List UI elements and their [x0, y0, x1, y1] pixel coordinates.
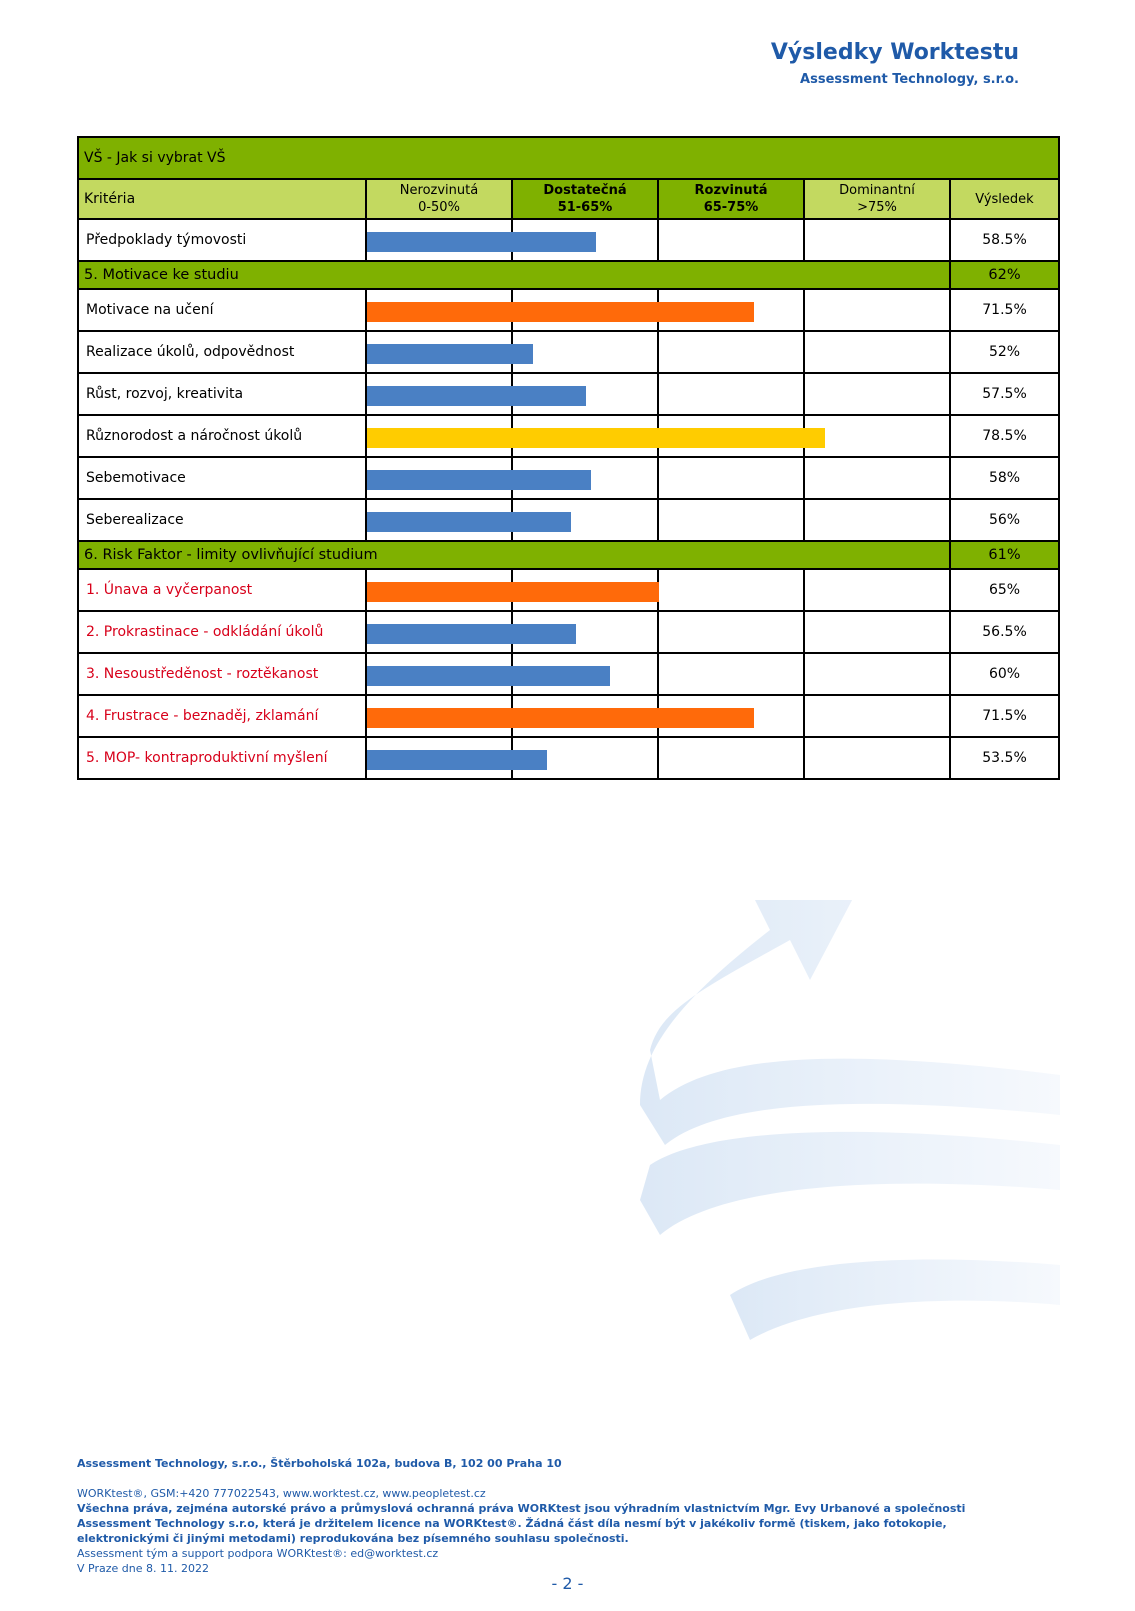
bar-cell: [366, 611, 950, 653]
bar-cell: [366, 737, 950, 779]
criterion-label: 4. Frustrace - beznaděj, zklamání: [78, 695, 366, 737]
result-value: 78.5%: [950, 415, 1059, 457]
bar-cell: [366, 457, 950, 499]
section-label: 6. Risk Faktor - limity ovlivňující studium: [78, 541, 950, 569]
page-number: - 2 -: [551, 1574, 584, 1593]
table-row: [78, 737, 1059, 779]
logo-watermark-icon: [640, 900, 1080, 1360]
results-table: [77, 136, 1060, 780]
table-row: [78, 373, 1059, 415]
bar-cell: [366, 499, 950, 541]
score-bar: [367, 232, 596, 252]
criteria-header: Kritéria: [78, 179, 366, 219]
column-header-dominant: Dominantní >75%: [804, 179, 950, 219]
result-value: 71.5%: [950, 289, 1059, 331]
table-row: [78, 653, 1059, 695]
result-value: 65%: [950, 569, 1059, 611]
bar-cell: [366, 219, 950, 261]
table-title: VŠ - Jak si vybrat VŠ: [78, 137, 1059, 179]
section-result: 61%: [950, 541, 1059, 569]
criterion-label: Růst, rozvoj, kreativita: [78, 373, 366, 415]
column-header-sufficient: Dostatečná 51-65%: [512, 179, 658, 219]
criterion-label: 5. MOP- kontraproduktivní myšlení: [78, 737, 366, 779]
criterion-label: 2. Prokrastinace - odkládání úkolů: [78, 611, 366, 653]
column-header-undeveloped: Nerozvinutá 0-50%: [366, 179, 512, 219]
table-row: [78, 569, 1059, 611]
score-bar: [367, 302, 754, 322]
result-value: 71.5%: [950, 695, 1059, 737]
footer-contact: WORKtest®, GSM:+420 777022543, www.worktest.cz, www.peopletest.cz: [77, 1487, 486, 1500]
criterion-label: Sebemotivace: [78, 457, 366, 499]
table-row: [78, 219, 1059, 261]
criterion-label: Seberealizace: [78, 499, 366, 541]
score-bar: [367, 582, 659, 602]
score-bar: [367, 470, 591, 490]
result-value: 57.5%: [950, 373, 1059, 415]
result-value: 52%: [950, 331, 1059, 373]
footer-support: Assessment tým a support podpora WORKtest®: ed@worktest.cz: [77, 1547, 439, 1560]
result-header: Výsledek: [950, 179, 1059, 219]
criterion-label: Motivace na učení: [78, 289, 366, 331]
section-result: 62%: [950, 261, 1059, 289]
company-name: Assessment Technology, s.r.o.: [800, 72, 1019, 87]
column-header-developed: Rozvinutá 65-75%: [658, 179, 804, 219]
table-row: [78, 695, 1059, 737]
table-row: [78, 415, 1059, 457]
table-row: [78, 457, 1059, 499]
score-bar: [367, 750, 547, 770]
table-row: [78, 499, 1059, 541]
table-title-row: [78, 137, 1059, 179]
criterion-label: Realizace úkolů, odpovědnost: [78, 331, 366, 373]
result-value: 58%: [950, 457, 1059, 499]
score-bar: [367, 512, 571, 532]
result-value: 56%: [950, 499, 1059, 541]
table-header-row: [78, 179, 1059, 219]
footer-date: V Praze dne 8. 11. 2022: [77, 1562, 209, 1575]
criterion-label: 3. Nesoustředěnost - roztěkanost: [78, 653, 366, 695]
bar-cell: [366, 569, 950, 611]
table-row: [78, 331, 1059, 373]
bar-cell: [366, 415, 950, 457]
score-bar: [367, 624, 576, 644]
bar-cell: [366, 331, 950, 373]
section-row: [78, 261, 1059, 289]
result-value: 56.5%: [950, 611, 1059, 653]
table-row: [78, 289, 1059, 331]
criterion-label: 1. Únava a vyčerpanost: [78, 569, 366, 611]
section-label: 5. Motivace ke studiu: [78, 261, 950, 289]
result-value: 58.5%: [950, 219, 1059, 261]
report-title: Výsledky Worktestu: [770, 40, 1019, 65]
footer-address: Assessment Technology, s.r.o., Štěrboholská 102a, budova B, 102 00 Praha 10: [77, 1457, 562, 1470]
bar-cell: [366, 653, 950, 695]
result-value: 53.5%: [950, 737, 1059, 779]
score-bar: [367, 344, 533, 364]
bar-cell: [366, 695, 950, 737]
table-row: [78, 611, 1059, 653]
score-bar: [367, 708, 754, 728]
bar-cell: [366, 289, 950, 331]
section-row: [78, 541, 1059, 569]
score-bar: [367, 386, 586, 406]
result-value: 60%: [950, 653, 1059, 695]
footer-rights: Všechna práva, zejména autorské právo a průmyslová ochranná práva WORKtest jsou výhradním vlastnictvím Mgr. Evy Urbanové a společnosti Assessment Technology s.r.o, která je držitelem licence na WORKtest®. Žádná část díla nesmí být v jakékoliv formě (tiskem, jako fotokopie, elektronickými či jinými metodami) reprodukována bez písemného souhlasu společnosti.: [77, 1502, 966, 1545]
score-bar: [367, 428, 825, 448]
criterion-label: Různorodost a náročnost úkolů: [78, 415, 366, 457]
criterion-label: Předpoklady týmovosti: [78, 219, 366, 261]
score-bar: [367, 666, 610, 686]
bar-cell: [366, 373, 950, 415]
